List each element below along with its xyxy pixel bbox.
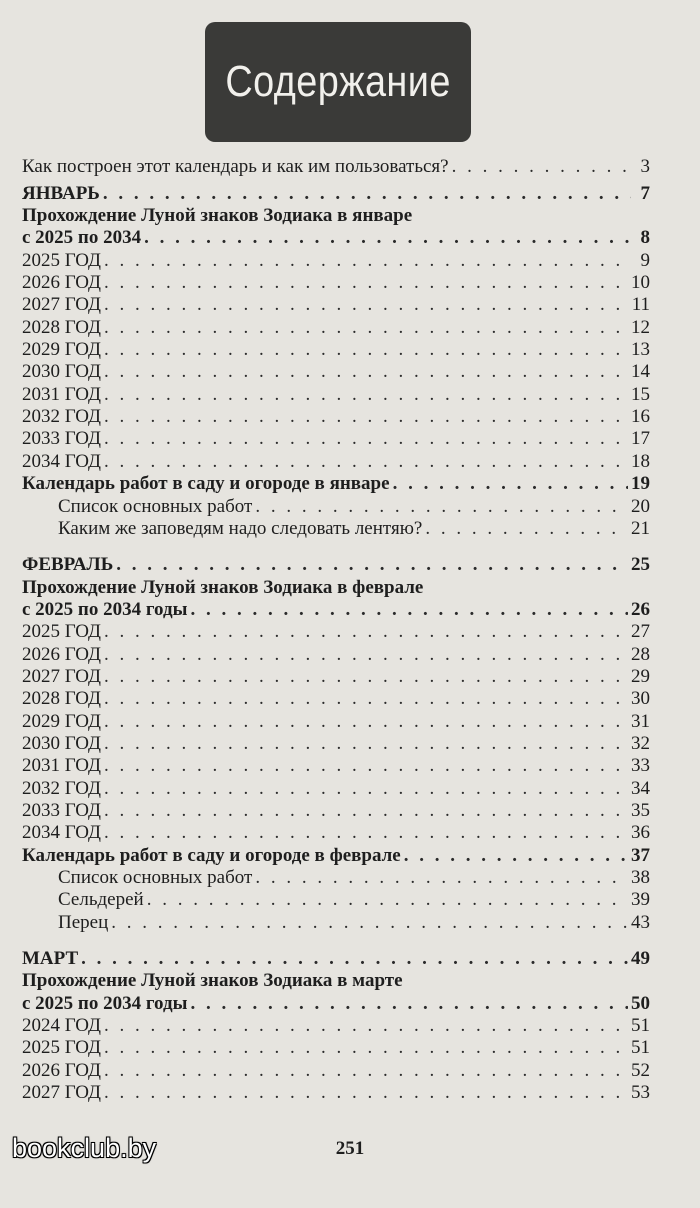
toc-entry-label: 2032 ГОД [22, 406, 101, 428]
toc-entry-year[interactable] [22, 406, 650, 428]
toc-entry-intro[interactable] [22, 156, 650, 178]
toc-page-number: 35 [631, 799, 650, 821]
toc-page-number: 32 [631, 732, 650, 754]
dot-leader [190, 599, 628, 621]
dot-leader [81, 948, 628, 970]
toc-page-number: 26 [631, 598, 650, 620]
dot-leader [104, 755, 628, 777]
toc-entry-label: 2025 ГОД [22, 249, 101, 271]
toc-page-number: 14 [631, 361, 650, 383]
dot-leader [104, 778, 628, 800]
toc-entry-garden-february[interactable] [22, 844, 650, 866]
toc-entry-label: ФЕВРАЛЬ [22, 554, 114, 576]
toc-page-number: 9 [640, 249, 650, 271]
dot-leader [104, 711, 628, 733]
dot-leader [104, 666, 628, 688]
toc-entry-moon-march-line1 [22, 970, 650, 992]
toc-page-number: 7 [640, 182, 650, 204]
toc-page-number: 52 [631, 1059, 650, 1081]
toc-entry-year[interactable] [22, 383, 650, 405]
dot-leader [104, 406, 628, 428]
toc-entry-label: 2030 ГОД [22, 732, 101, 754]
toc-entry-label: 2033 ГОД [22, 799, 101, 821]
dot-leader [104, 272, 628, 294]
toc-entry-label: 2032 ГОД [22, 777, 101, 799]
toc-entry-moon-january-line1 [22, 205, 650, 227]
dot-leader [104, 451, 628, 473]
toc-entry-label: Каким же заповедям надо следовать лентяю? [58, 517, 423, 539]
dot-leader [255, 867, 628, 889]
toc-page-number: 25 [631, 554, 650, 576]
dot-leader [104, 822, 628, 844]
dot-leader [104, 1015, 628, 1037]
dot-leader [104, 361, 628, 383]
toc-page-number: 51 [631, 1015, 650, 1037]
page-title: Содержание [225, 57, 451, 106]
toc-entry-year[interactable] [22, 1082, 650, 1104]
toc-entry-label: 2028 ГОД [22, 688, 101, 710]
toc-entry-label: Сельдерей [58, 889, 144, 911]
dot-leader [103, 183, 631, 205]
toc-page-number: 49 [631, 948, 650, 970]
dot-leader [404, 845, 628, 867]
toc-page-number: 21 [631, 517, 650, 539]
toc-entry-moon-february[interactable] [22, 599, 650, 621]
toc-entry-year[interactable] [22, 316, 650, 338]
table-of-contents [22, 156, 650, 1104]
toc-page-number: 53 [631, 1082, 650, 1104]
toc-entry-year[interactable] [22, 361, 650, 383]
toc-page-number: 51 [631, 1037, 650, 1059]
toc-page-number: 27 [631, 621, 650, 643]
toc-subentry[interactable] [22, 495, 650, 517]
toc-month-february[interactable] [22, 554, 650, 576]
toc-entry-label: 2027 ГОД [22, 1082, 101, 1104]
toc-entry-label: Прохождение Луной знаков Зодиака в марте [22, 970, 403, 992]
dot-leader [190, 993, 628, 1015]
toc-entry-label: 2027 ГОД [22, 294, 101, 316]
toc-page-number: 12 [631, 316, 650, 338]
toc-entry-label: Календарь работ в саду и огороде в январе [22, 473, 390, 495]
toc-page-number: 28 [631, 643, 650, 665]
toc-page-number: 38 [631, 867, 650, 888]
dot-leader [111, 912, 628, 934]
toc-entry-year[interactable] [22, 1015, 650, 1037]
toc-month-march[interactable] [22, 948, 650, 970]
toc-entry-label: 2025 ГОД [22, 1037, 101, 1059]
toc-page-number: 36 [631, 822, 650, 844]
toc-entry-moon-february-line1 [22, 576, 650, 598]
toc-entry-year[interactable] [22, 249, 650, 271]
toc-entry-label: 2031 ГОД [22, 383, 101, 405]
dot-leader [147, 889, 628, 911]
toc-month-january[interactable] [22, 182, 650, 204]
toc-entry-label: 2029 ГОД [22, 710, 101, 732]
toc-page-number: 20 [631, 495, 650, 517]
toc-entry-year[interactable] [22, 428, 650, 450]
dot-leader [104, 800, 628, 822]
toc-entry-year[interactable] [22, 1059, 650, 1081]
dot-leader [104, 294, 629, 316]
toc-entry-year[interactable] [22, 688, 650, 710]
toc-entry-label: с 2025 по 2034 годы [22, 992, 188, 1014]
dot-leader [104, 1082, 628, 1104]
dot-leader [104, 428, 628, 450]
toc-page-number: 33 [631, 755, 650, 777]
toc-page-number: 34 [631, 777, 650, 799]
toc-page-number: 10 [631, 272, 650, 294]
toc-page-number: 11 [631, 294, 650, 316]
toc-entry-year[interactable] [22, 1037, 650, 1059]
toc-entry-label: Как построен этот календарь и как им пользоваться? [22, 156, 449, 178]
toc-entry-label: с 2025 по 2034 [22, 227, 142, 249]
toc-entry-year[interactable] [22, 710, 650, 732]
dot-leader [104, 250, 631, 272]
toc-page-number: 18 [631, 450, 650, 472]
toc-entry-label: Перец [58, 911, 109, 933]
toc-entry-label: 2025 ГОД [22, 621, 101, 643]
toc-entry-label: Календарь работ в саду и огороде в феврале [22, 844, 401, 866]
toc-entry-garden-january[interactable] [22, 473, 650, 495]
toc-entry-label: 2024 ГОД [22, 1015, 101, 1037]
page-number: 251 [335, 1138, 365, 1159]
dot-leader [255, 496, 628, 518]
dot-leader [116, 554, 628, 576]
dot-leader [104, 733, 628, 755]
toc-entry-label: Прохождение Луной знаков Зодиака в январе [22, 205, 413, 227]
toc-entry-year[interactable] [22, 822, 650, 844]
toc-subentry[interactable] [22, 911, 650, 933]
toc-subentry[interactable] [22, 518, 650, 540]
toc-entry-label: 2034 ГОД [22, 822, 101, 844]
toc-entry-label: 2033 ГОД [22, 428, 101, 450]
toc-entry-year[interactable] [22, 666, 650, 688]
toc-page-number: 19 [631, 473, 650, 495]
dot-leader [393, 473, 628, 495]
dot-leader [104, 688, 628, 710]
toc-entry-year[interactable] [22, 733, 650, 755]
watermark: bookclub.by [12, 1133, 157, 1163]
dot-leader [104, 1037, 628, 1059]
dot-leader [104, 317, 628, 339]
toc-entry-year[interactable] [22, 272, 650, 294]
toc-entry-label: 2029 ГОД [22, 339, 101, 361]
toc-entry-year[interactable] [22, 777, 650, 799]
dot-leader [104, 1060, 628, 1082]
toc-subentry[interactable] [22, 867, 650, 889]
title-banner [205, 22, 471, 142]
toc-page-number: 8 [640, 227, 650, 249]
toc-page-number: 50 [631, 992, 650, 1014]
toc-entry-year[interactable] [22, 450, 650, 472]
toc-page-number: 3 [640, 156, 650, 178]
toc-page-number: 16 [631, 406, 650, 428]
dot-leader [144, 227, 631, 249]
toc-entry-label: с 2025 по 2034 годы [22, 598, 188, 620]
dot-leader [452, 156, 631, 178]
toc-entry-year[interactable] [22, 339, 650, 361]
toc-entry-label: Список основных работ [58, 867, 253, 888]
toc-entry-year[interactable] [22, 621, 650, 643]
dot-leader [104, 621, 628, 643]
toc-entry-label: 2034 ГОД [22, 450, 101, 472]
toc-entry-label: Список основных работ [58, 495, 253, 517]
toc-page-number: 15 [631, 383, 650, 405]
dot-leader [104, 339, 628, 361]
toc-page-number: 37 [631, 844, 650, 866]
dot-leader [425, 518, 628, 540]
dot-leader [104, 384, 628, 406]
toc-page-number: 39 [631, 889, 650, 911]
toc-subentry[interactable] [22, 889, 650, 911]
toc-entry-label: 2031 ГОД [22, 755, 101, 777]
toc-entry-year[interactable] [22, 800, 650, 822]
dot-leader [104, 644, 628, 666]
toc-entry-label: 2027 ГОД [22, 665, 101, 687]
toc-page-number: 30 [631, 688, 650, 710]
toc-page-number: 43 [631, 911, 650, 933]
toc-entry-year[interactable] [22, 755, 650, 777]
toc-entry-year[interactable] [22, 643, 650, 665]
toc-entry-label: Прохождение Луной знаков Зодиака в феврале [22, 576, 424, 598]
toc-page-number: 17 [631, 428, 650, 450]
toc-entry-label: 2026 ГОД [22, 643, 101, 665]
toc-entry-label: ЯНВАРЬ [22, 182, 100, 204]
toc-entry-label: 2030 ГОД [22, 361, 101, 383]
toc-entry-year[interactable] [22, 294, 650, 316]
toc-page-number: 31 [631, 710, 650, 732]
toc-entry-moon-march[interactable] [22, 992, 650, 1014]
toc-page-number: 13 [631, 339, 650, 361]
toc-entry-label: 2026 ГОД [22, 1059, 101, 1081]
toc-entry-label: 2028 ГОД [22, 316, 101, 338]
toc-entry-moon-january[interactable] [22, 227, 650, 249]
toc-entry-label: МАРТ [22, 948, 79, 970]
toc-entry-label: 2026 ГОД [22, 272, 101, 294]
toc-page-number: 29 [631, 665, 650, 687]
